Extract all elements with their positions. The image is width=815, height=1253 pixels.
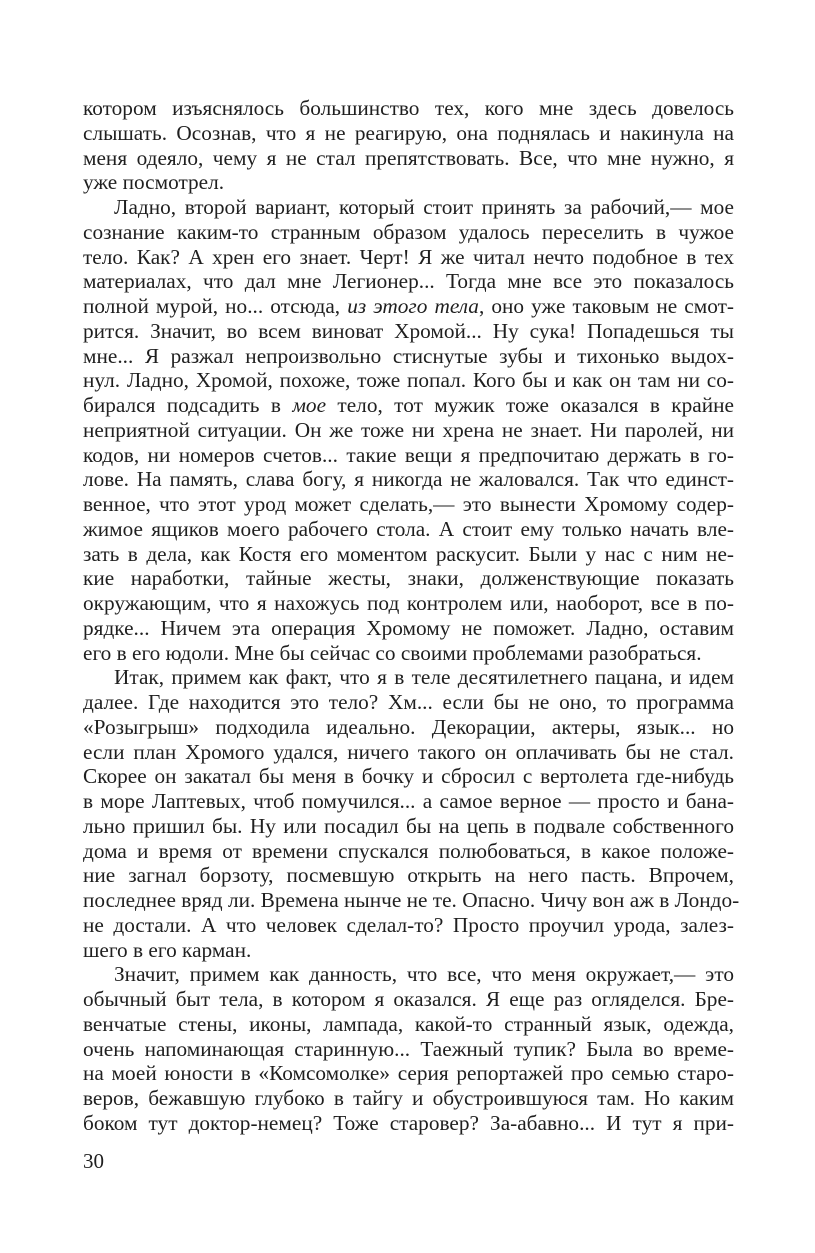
text-line [83,467,734,492]
text-line [83,1012,734,1037]
text-run: обычный быт тела, в котором я оказался. Я еще раз огляделся. Бре- [83,987,734,1011]
text-run: Скорее он закатал бы меня в бочку и сбросил с вертолета где-нибудь [83,764,734,789]
text-line [83,839,734,864]
text-run: уже посмотрел. [83,170,225,195]
text-line [83,1061,734,1086]
text-line [83,665,734,690]
italic-emphasis: из этого тела [347,294,479,318]
text-line [83,789,734,814]
text-line [83,146,734,171]
text-run: кодов, ни номеров счетов... такие вещи я предпочитаю держать в го- [83,442,734,467]
text-run: рится. Значит, во всем виноват Хромой... Ну сука! Попадешься ты [83,318,734,343]
text-run: материалах, что дал мне Легионер... Тогда мне все это показалось [83,269,734,294]
text-run: сознание каким-то странным образом удалось переселить в чужое [83,219,734,244]
text-line [83,294,734,319]
text-line [83,938,734,963]
text-run: на моей юности в «Комсомолке» серия репортажей про семью старо- [83,1061,734,1086]
text-run: «Розыгрыш» подходила идеально. Декорации, актеры, язык... но [83,714,734,739]
text-run: меня одеяло, чему я не стал препятствовать. Все, что мне нужно, я [83,145,734,170]
italic-emphasis: мое [292,393,327,417]
text-run: последнее вряд ли. Времена нынче не те. Опасно. Чичу вон аж в Лондо- [83,888,740,912]
text-run: лове. На память, слава богу, я никогда не жаловался. Так что единст- [83,467,734,492]
text-run: зать в дела, как Костя его моментом раскусит. Были у нас с ним не- [83,541,734,566]
text-run: боком тут доктор-немец? Тоже старовер? За-абавно... И тут я при- [83,1110,734,1135]
text-line [83,517,734,542]
text-run: рядке... Ничем эта операция Хромому не поможет. Ладно, оставим [83,615,734,640]
text-line [83,220,734,245]
text-line [83,888,740,913]
text-line [83,393,734,418]
text-run: в море Лаптевых, чтоб помучился... а самое верное — просто и бана- [83,789,734,813]
text-run: жимое ящиков моего рабочего стола. А стоит ему только начать вле- [83,516,734,541]
text-run: шего в его карман. [83,937,252,962]
text-line [83,344,734,369]
text-line [83,170,734,195]
text-run: веров, бежавшую глубоко в тайгу и обустроившуюся там. Но каким [83,1086,734,1110]
text-line [83,195,734,220]
text-line [83,121,734,146]
text-run: если план Хромого удался, ничего такого он оплачивать бы не стал. [83,739,734,764]
text-line [83,368,734,393]
text-line [83,863,734,888]
text-line [83,690,734,715]
text-line [83,542,734,567]
text-run: венчатые стены, иконы, лампада, какой-то странный язык, одежда, [83,1011,734,1036]
text-line [83,641,734,666]
text-line [83,492,734,517]
text-run: бирался подсадить в [83,393,293,417]
text-run: не достали. А что человек сделал-то? Просто проучил урода, залез- [83,912,734,937]
text-run: неприятной ситуации. Он же тоже ни хрена не знает. Ни паролей, ни [83,417,734,442]
text-run: его в его юдоли. Мне бы сейчас со своими проблемами разобраться. [83,640,702,665]
text-line [83,740,734,765]
text-line [83,764,734,789]
text-run: льно пришил бы. Ну или посадил бы на цепь в подвале собственного [83,813,734,838]
text-run: тело. Как? А хрен его знает. Черт! Я же читал нечто подобное в тех [83,244,734,269]
text-run: далее. Где находится это тело? Хм... если бы не оно, то программа [83,690,734,714]
text-line [83,1037,734,1062]
text-run: нул. Ладно, Хромой, похоже, тоже попал. Кого бы и как он там ни со- [83,368,734,393]
text-line [83,1086,734,1111]
text-run: кие наработки, тайные жесты, знаки, долженствующие показать [83,566,734,591]
text-run: слышать. Осознав, что я не реагирую, она поднялась и накинула на [83,120,734,145]
text-line [83,96,734,121]
text-line [83,814,734,839]
text-line [83,319,734,344]
text-run: очень напоминающая старинную... Таежный тупик? Была во време- [83,1036,734,1061]
text-line [83,1111,734,1136]
text-line [83,913,734,938]
text-run: Итак, примем как факт, что я в теле десятилетнего пацана, и идем [114,665,734,690]
text-run: дома и время от времени спускался полюбоваться, в какое положе- [83,838,734,863]
text-line [83,566,734,591]
text-run: котором изъяснялось большинство тех, кого мне здесь довелось [83,96,734,120]
text-line [83,443,734,468]
text-run: полной мурой, но... отсюда, [83,294,348,318]
text-run: мне... Я разжал непроизвольно стиснутые зубы и тихонько выдох- [83,343,734,368]
text-line [83,715,734,740]
text-run: , оно уже таковым не смот- [478,294,734,318]
page-number: 30 [83,1149,104,1173]
text-run: окружающим, что я нахожусь под контролем или, наоборот, все в по- [83,591,734,615]
text-run: ние загнал борзоту, посмевшую открыть на него пасть. Впрочем, [83,863,734,888]
text-line [83,591,734,616]
text-run: венное, что этот урод может сделать,— это вынести Хромому содер- [83,492,734,516]
text-line [83,245,734,270]
text-line [83,418,734,443]
text-line [83,962,734,987]
page-body-text [83,96,740,1136]
text-run: Ладно, второй вариант, который стоит принять за рабочий,— мое [114,195,734,219]
text-line [83,987,734,1012]
text-line [83,269,734,294]
text-run: Значит, примем как данность, что все, что меня окружает,— это [114,962,734,987]
text-run: тело, тот мужик тоже оказался в крайне [326,393,734,417]
text-line [83,616,734,641]
